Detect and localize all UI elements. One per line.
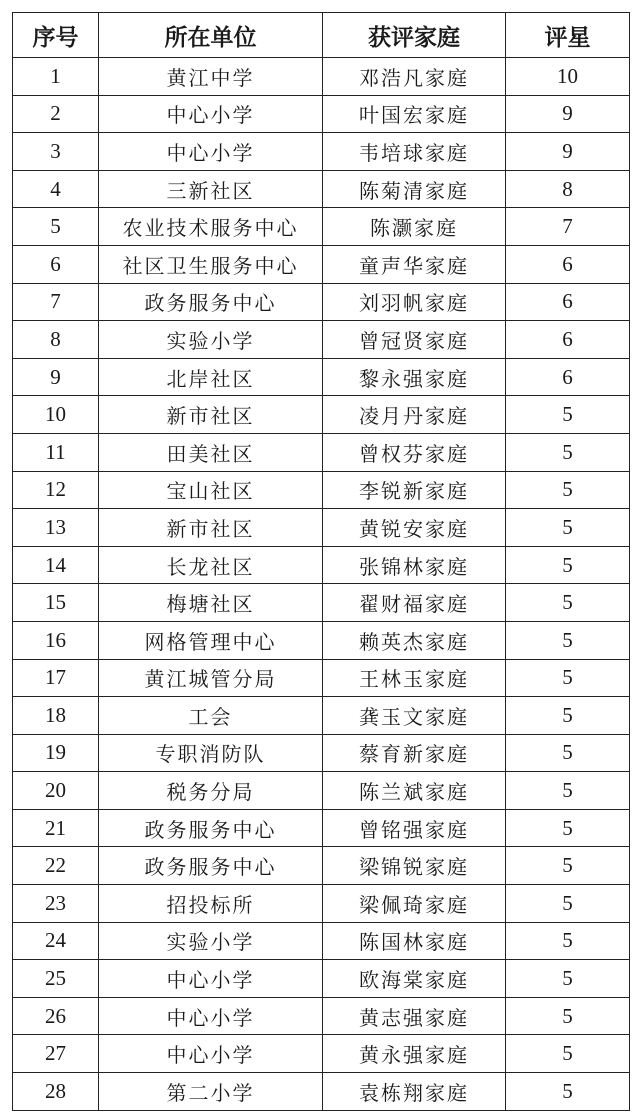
cell-no: 6 xyxy=(13,245,99,283)
table-row xyxy=(13,208,630,246)
cell-family: 黄锐安家庭 xyxy=(323,509,506,547)
cell-unit: 新市社区 xyxy=(99,509,323,547)
cell-family: 李锐新家庭 xyxy=(323,471,506,509)
table-row xyxy=(13,433,630,471)
cell-no: 28 xyxy=(13,1073,99,1111)
cell-no: 16 xyxy=(13,621,99,659)
cell-family: 梁佩琦家庭 xyxy=(323,885,506,923)
cell-family: 黄永强家庭 xyxy=(323,1035,506,1073)
cell-stars: 5 xyxy=(506,396,630,434)
cell-unit: 中心小学 xyxy=(99,1035,323,1073)
cell-family: 邓浩凡家庭 xyxy=(323,58,506,96)
cell-no: 12 xyxy=(13,471,99,509)
cell-stars: 5 xyxy=(506,960,630,998)
header-unit: 所在单位 xyxy=(99,13,323,58)
cell-no: 3 xyxy=(13,133,99,171)
cell-unit: 中心小学 xyxy=(99,960,323,998)
cell-family: 龚玉文家庭 xyxy=(323,697,506,735)
cell-family: 蔡育新家庭 xyxy=(323,734,506,772)
table-row xyxy=(13,772,630,810)
cell-stars: 5 xyxy=(506,584,630,622)
table-row xyxy=(13,95,630,133)
cell-stars: 6 xyxy=(506,321,630,359)
cell-family: 陈灏家庭 xyxy=(323,208,506,246)
cell-unit: 工会 xyxy=(99,697,323,735)
table-row xyxy=(13,358,630,396)
cell-family: 曾权芬家庭 xyxy=(323,433,506,471)
cell-no: 19 xyxy=(13,734,99,772)
cell-no: 8 xyxy=(13,321,99,359)
cell-unit: 农业技术服务中心 xyxy=(99,208,323,246)
table-row xyxy=(13,1035,630,1073)
cell-family: 欧海棠家庭 xyxy=(323,960,506,998)
table-row xyxy=(13,847,630,885)
table-row xyxy=(13,885,630,923)
cell-stars: 5 xyxy=(506,546,630,584)
cell-no: 24 xyxy=(13,922,99,960)
header-row xyxy=(13,13,630,58)
cell-no: 5 xyxy=(13,208,99,246)
cell-stars: 10 xyxy=(506,58,630,96)
cell-stars: 5 xyxy=(506,885,630,923)
cell-family: 凌月丹家庭 xyxy=(323,396,506,434)
table-row xyxy=(13,509,630,547)
table-row xyxy=(13,997,630,1035)
cell-family: 梁锦锐家庭 xyxy=(323,847,506,885)
cell-family: 陈兰斌家庭 xyxy=(323,772,506,810)
table-row xyxy=(13,396,630,434)
cell-no: 22 xyxy=(13,847,99,885)
cell-stars: 6 xyxy=(506,358,630,396)
table-row xyxy=(13,58,630,96)
cell-unit: 新市社区 xyxy=(99,396,323,434)
cell-stars: 5 xyxy=(506,1073,630,1111)
cell-stars: 5 xyxy=(506,433,630,471)
cell-unit: 实验小学 xyxy=(99,922,323,960)
cell-stars: 6 xyxy=(506,283,630,321)
table-row xyxy=(13,621,630,659)
table-row xyxy=(13,734,630,772)
cell-unit: 税务分局 xyxy=(99,772,323,810)
table-body xyxy=(13,58,630,1111)
cell-no: 10 xyxy=(13,396,99,434)
table-row xyxy=(13,697,630,735)
table-row xyxy=(13,1073,630,1111)
cell-unit: 中心小学 xyxy=(99,997,323,1035)
cell-unit: 长龙社区 xyxy=(99,546,323,584)
cell-no: 13 xyxy=(13,509,99,547)
cell-no: 23 xyxy=(13,885,99,923)
cell-no: 26 xyxy=(13,997,99,1035)
cell-no: 1 xyxy=(13,58,99,96)
cell-unit: 北岸社区 xyxy=(99,358,323,396)
cell-family: 陈国林家庭 xyxy=(323,922,506,960)
cell-stars: 6 xyxy=(506,245,630,283)
cell-stars: 5 xyxy=(506,1035,630,1073)
cell-stars: 5 xyxy=(506,734,630,772)
cell-unit: 专职消防队 xyxy=(99,734,323,772)
table-row xyxy=(13,321,630,359)
table-row xyxy=(13,283,630,321)
cell-unit: 第二小学 xyxy=(99,1073,323,1111)
table-row xyxy=(13,546,630,584)
cell-no: 21 xyxy=(13,809,99,847)
cell-no: 2 xyxy=(13,95,99,133)
cell-unit: 田美社区 xyxy=(99,433,323,471)
cell-unit: 三新社区 xyxy=(99,170,323,208)
table-row xyxy=(13,809,630,847)
cell-family: 黎永强家庭 xyxy=(323,358,506,396)
table-row xyxy=(13,960,630,998)
table-row xyxy=(13,471,630,509)
cell-family: 童声华家庭 xyxy=(323,245,506,283)
cell-unit: 招投标所 xyxy=(99,885,323,923)
cell-no: 17 xyxy=(13,659,99,697)
cell-stars: 5 xyxy=(506,659,630,697)
cell-family: 曾铭强家庭 xyxy=(323,809,506,847)
cell-family: 黄志强家庭 xyxy=(323,997,506,1035)
cell-no: 27 xyxy=(13,1035,99,1073)
cell-stars: 5 xyxy=(506,471,630,509)
cell-no: 14 xyxy=(13,546,99,584)
cell-no: 20 xyxy=(13,772,99,810)
cell-no: 7 xyxy=(13,283,99,321)
cell-unit: 宝山社区 xyxy=(99,471,323,509)
cell-family: 袁栋翔家庭 xyxy=(323,1073,506,1111)
cell-stars: 5 xyxy=(506,922,630,960)
cell-unit: 社区卫生服务中心 xyxy=(99,245,323,283)
header-family: 获评家庭 xyxy=(323,13,506,58)
cell-stars: 9 xyxy=(506,95,630,133)
cell-family: 翟财福家庭 xyxy=(323,584,506,622)
header-stars: 评星 xyxy=(506,13,630,58)
cell-stars: 5 xyxy=(506,847,630,885)
cell-unit: 梅塘社区 xyxy=(99,584,323,622)
cell-no: 18 xyxy=(13,697,99,735)
table-row xyxy=(13,133,630,171)
cell-stars: 5 xyxy=(506,809,630,847)
cell-family: 王林玉家庭 xyxy=(323,659,506,697)
cell-stars: 7 xyxy=(506,208,630,246)
cell-family: 陈菊清家庭 xyxy=(323,170,506,208)
table-row xyxy=(13,245,630,283)
cell-no: 11 xyxy=(13,433,99,471)
cell-stars: 5 xyxy=(506,697,630,735)
cell-family: 曾冠贤家庭 xyxy=(323,321,506,359)
cell-unit: 中心小学 xyxy=(99,95,323,133)
cell-unit: 中心小学 xyxy=(99,133,323,171)
cell-unit: 网格管理中心 xyxy=(99,621,323,659)
table-row xyxy=(13,170,630,208)
cell-unit: 黄江中学 xyxy=(99,58,323,96)
cell-stars: 9 xyxy=(506,133,630,171)
cell-family: 叶国宏家庭 xyxy=(323,95,506,133)
cell-family: 韦培球家庭 xyxy=(323,133,506,171)
cell-no: 15 xyxy=(13,584,99,622)
cell-stars: 8 xyxy=(506,170,630,208)
table-row xyxy=(13,922,630,960)
cell-family: 张锦林家庭 xyxy=(323,546,506,584)
cell-stars: 5 xyxy=(506,997,630,1035)
cell-no: 25 xyxy=(13,960,99,998)
table-row xyxy=(13,584,630,622)
cell-stars: 5 xyxy=(506,772,630,810)
cell-family: 赖英杰家庭 xyxy=(323,621,506,659)
cell-unit: 政务服务中心 xyxy=(99,809,323,847)
table-header xyxy=(13,13,630,58)
cell-no: 9 xyxy=(13,358,99,396)
cell-stars: 5 xyxy=(506,509,630,547)
cell-unit: 黄江城管分局 xyxy=(99,659,323,697)
table-row xyxy=(13,659,630,697)
cell-unit: 政务服务中心 xyxy=(99,847,323,885)
cell-family: 刘羽帆家庭 xyxy=(323,283,506,321)
header-no: 序号 xyxy=(13,13,99,58)
cell-unit: 政务服务中心 xyxy=(99,283,323,321)
cell-stars: 5 xyxy=(506,621,630,659)
cell-no: 4 xyxy=(13,170,99,208)
family-ranking-table xyxy=(12,12,630,1111)
cell-unit: 实验小学 xyxy=(99,321,323,359)
